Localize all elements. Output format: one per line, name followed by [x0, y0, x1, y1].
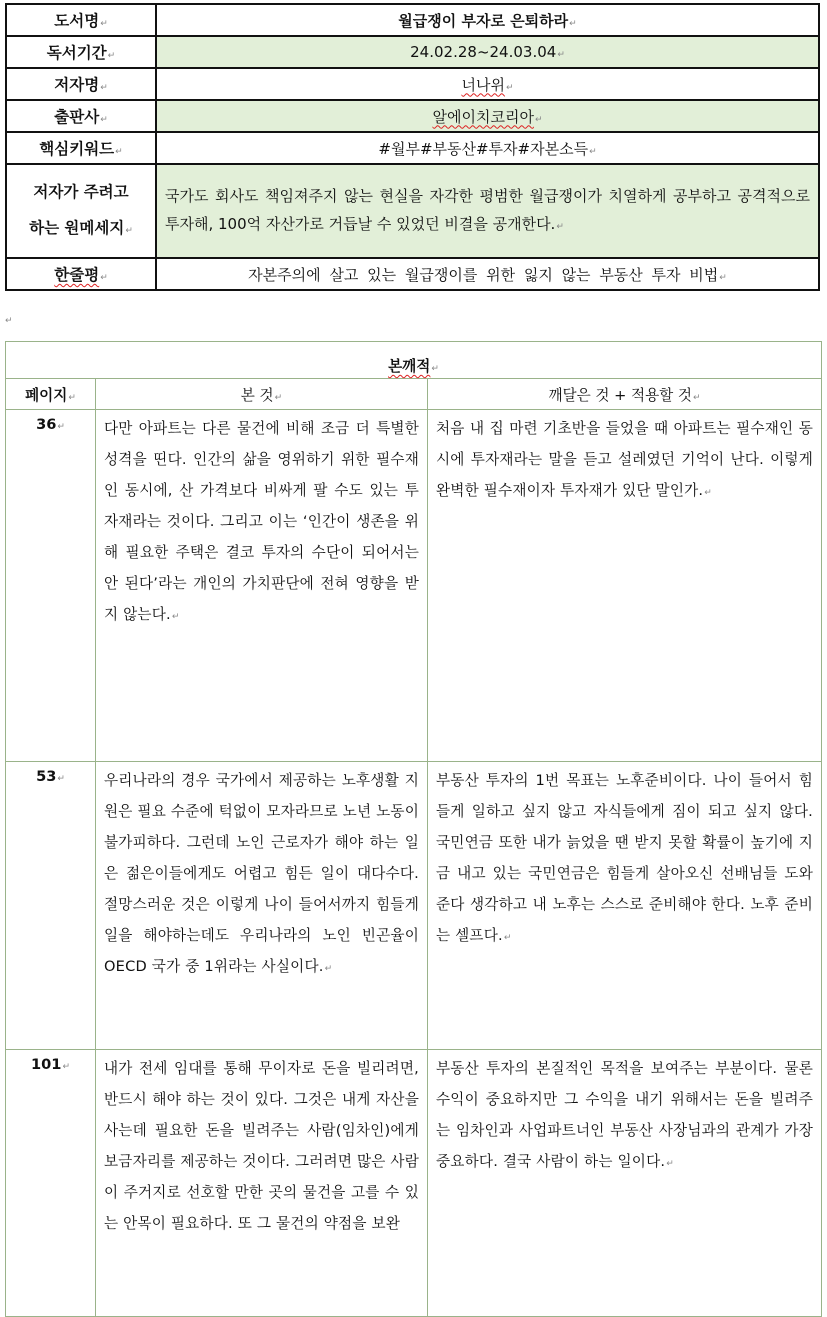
publisher-label: 출판사↵	[6, 100, 156, 132]
learned-text: 부동산 투자의 본질적인 목적을 보여주는 부분이다. 물론 수익이 중요하지만 그 수익을 내기 위해서는 돈을 빌려주는 임차인과 사업파트너인 부동산 사장님과의 관계가 가장 중요하다. 결국 사람이 하는 일이다.↵	[428, 1050, 822, 1317]
excerpts-title: 본깨적↵	[6, 342, 822, 379]
seen-text: 우리나라의 경우 국가에서 제공하는 노후생활 지원은 필요 수준에 턱없이 모자라므로 노년 노동이 불가피하다. 그런데 노인 근로자가 해야 하는 일은 젊은이들에게도 어렵고 힘든 일이 대다수다. 절망스러운 것은 이렇게 나이 들어서까지 힘들게 일을 해야하는데도 우리나라의 노인 빈곤율이 OECD 국가 중 1위라는 사실이다.↵	[96, 762, 428, 1050]
period-label: 독서기간↵	[6, 36, 156, 68]
page-number: 36↵	[6, 410, 96, 762]
title-label: 도서명↵	[6, 4, 156, 36]
table-row	[6, 762, 822, 1050]
message-label: 저자가 주려고 하는 원메세지↵	[6, 164, 156, 258]
author-message: 국가도 회사도 책임져주지 않는 현실을 자각한 평범한 월급쟁이가 치열하게 공부하고 공격적으로 투자해, 100억 자산가로 거듭날 수 있었던 비결을 공개한다.↵	[156, 164, 819, 258]
table-row	[6, 1050, 822, 1317]
seen-text: 내가 전세 임대를 통해 무이자로 돈을 빌리려면, 반드시 해야 하는 것이 있다. 그것은 내게 자산을 사는데 필요한 돈을 빌려주는 사람(임차인)에게 보금자리를 제공하는 것이다. 그러려면 많은 사람이 주거지로 선호할 만한 곳의 물건을 고를 수 있는 안목이 필요하다. 또 그 물건의 약점을 보완	[96, 1050, 428, 1317]
one-line-review: 자본주의에 살고 있는 월급쟁이를 위한 잃지 않는 부동산 투자 비법↵	[156, 258, 819, 290]
col-page-header: 페이지↵	[6, 379, 96, 410]
seen-text: 다만 아파트는 다른 물건에 비해 조금 더 특별한 성격을 띤다. 인간의 삶을 영위하기 위한 필수재인 동시에, 산 가격보다 비싸게 팔 수도 있는 투자재라는 것이다. 그리고 이는 ‘인간이 생존을 위해 필요한 주택은 결코 투자의 수단이 되어서는 안 된다’라는 개인의 가치판단에 전혀 영향을 받지 않는다.↵	[96, 410, 428, 762]
excerpts-table	[5, 341, 822, 1317]
keyword-label: 핵심키워드↵	[6, 132, 156, 164]
author-name: 너나위↵	[156, 68, 819, 100]
review-label: 한줄평↵	[6, 258, 156, 290]
page-number: 53↵	[6, 762, 96, 1050]
table-row	[6, 410, 822, 762]
paragraph-mark: ↵	[5, 316, 13, 326]
col-seen-header: 본 것↵	[96, 379, 428, 410]
author-label: 저자명↵	[6, 68, 156, 100]
reading-period: 24.02.28~24.03.04↵	[156, 36, 819, 68]
book-info-table	[5, 3, 820, 291]
publisher-name: 알에이치코리아↵	[156, 100, 819, 132]
book-title: 월급쟁이 부자로 은퇴하라↵	[156, 4, 819, 36]
col-learned-header: 깨달은 것 + 적용할 것↵	[428, 379, 822, 410]
learned-text: 처음 내 집 마련 기초반을 들었을 때 아파트는 필수재인 동시에 투자재라는 말을 듣고 설레였던 기억이 난다. 이렇게 완벽한 필수재이자 투자재가 있단 말인가.↵	[428, 410, 822, 762]
page-number: 101↵	[6, 1050, 96, 1317]
learned-text: 부동산 투자의 1번 목표는 노후준비이다. 나이 들어서 힘들게 일하고 싶지 않고 자식들에게 짐이 되고 싶지 않다. 국민연금 또한 내가 늙었을 땐 받지 못할 확률이 높기에 지금 내고 있는 국민연금은 힘들게 살아오신 선배님들 도와준다 생각하고 내 노후는 스스로 준비해야 한다. 노후 준비는 셀프다.↵	[428, 762, 822, 1050]
keywords: #월부#부동산#투자#자본소득↵	[156, 132, 819, 164]
